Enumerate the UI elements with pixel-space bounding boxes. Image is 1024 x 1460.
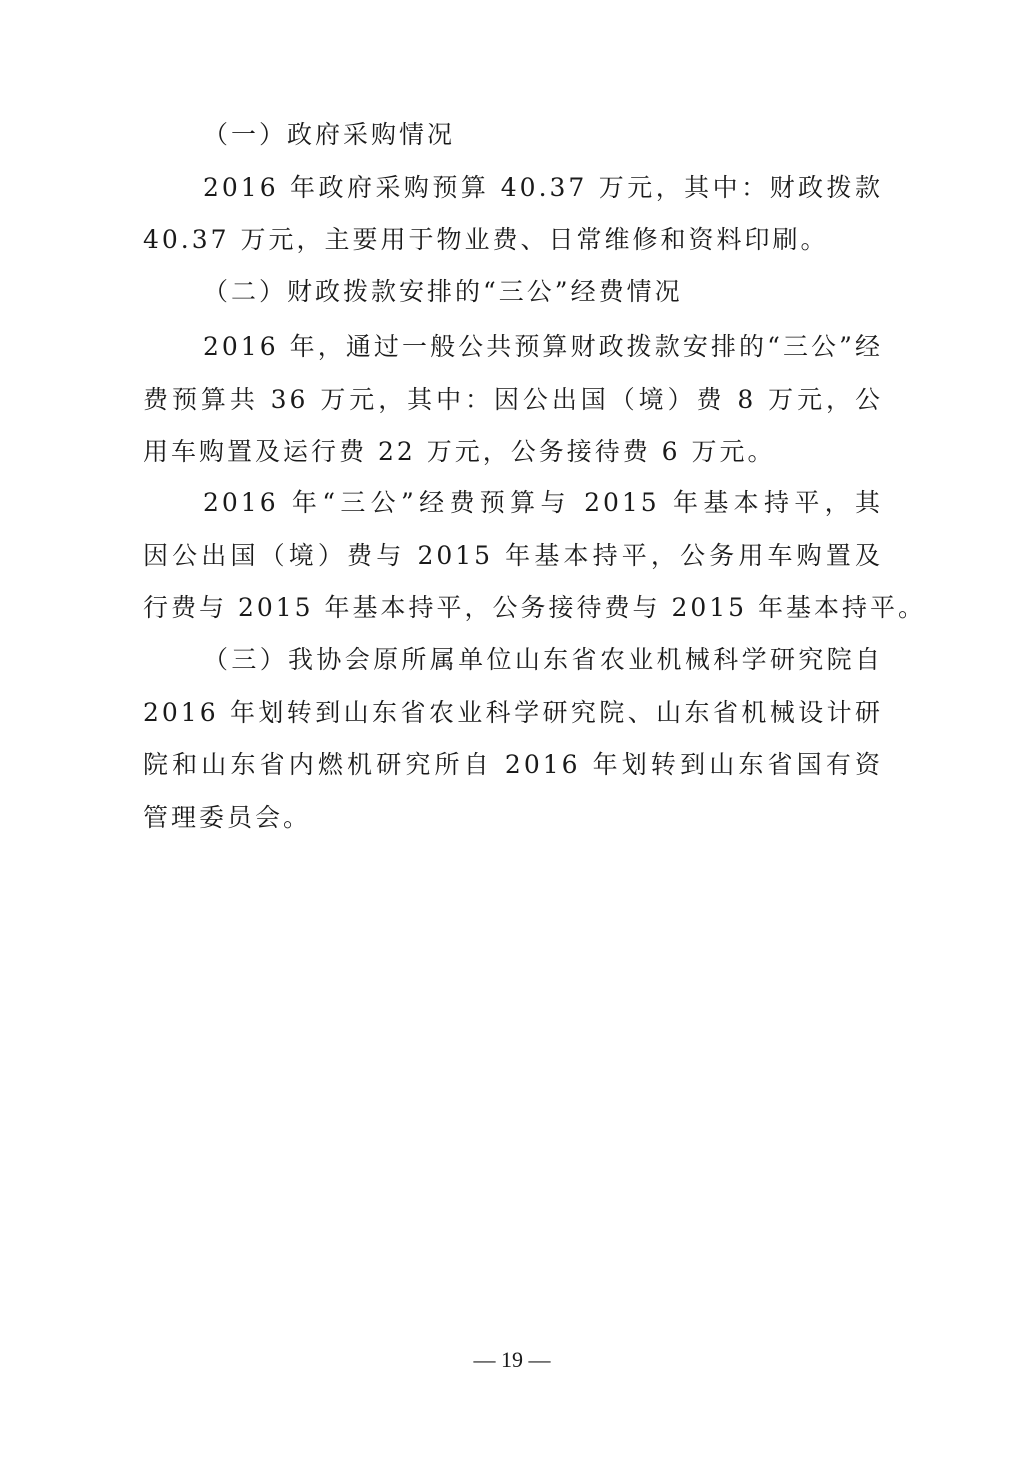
paragraph-line: 2016 年政府采购预算 40.37 万元，其中：财政拨款 [203, 173, 883, 202]
paragraph-line: 费预算共 36 万元，其中：因公出国（境）费 8 万元，公 [143, 385, 883, 414]
paragraph-line: 管理委员会。 [143, 803, 312, 832]
paragraph-line: 行费与 2015 年基本持平，公务接待费与 2015 年基本持平。 [143, 593, 927, 622]
paragraph-line: 因公出国（境）费与 2015 年基本持平，公务用车购置及 [143, 541, 883, 570]
section-heading-government-procurement: （一）政府采购情况 [203, 120, 456, 149]
section-heading-three-public-expenses: （二）财政拨款安排的“三公”经费情况 [203, 277, 683, 306]
paragraph-line: 用车购置及运行费 22 万元，公务接待费 6 万元。 [143, 437, 776, 466]
paragraph-line: （三）我协会原所属单位山东省农业机械科学研究院自 [203, 645, 883, 674]
paragraph-line: 院和山东省内燃机研究所自 2016 年划转到山东省国有资 [143, 750, 883, 779]
paragraph-line: 2016 年，通过一般公共预算财政拨款安排的“三公”经 [203, 332, 883, 361]
paragraph-line: 2016 年“三公”经费预算与 2015 年基本持平，其 [203, 488, 883, 517]
paragraph-line: 2016 年划转到山东省农业科学研究院、山东省机械设计研 [143, 698, 883, 727]
page-number: — 19 — [473, 1347, 551, 1372]
paragraph-line: 40.37 万元，主要用于物业费、日常维修和资料印刷。 [143, 225, 829, 254]
